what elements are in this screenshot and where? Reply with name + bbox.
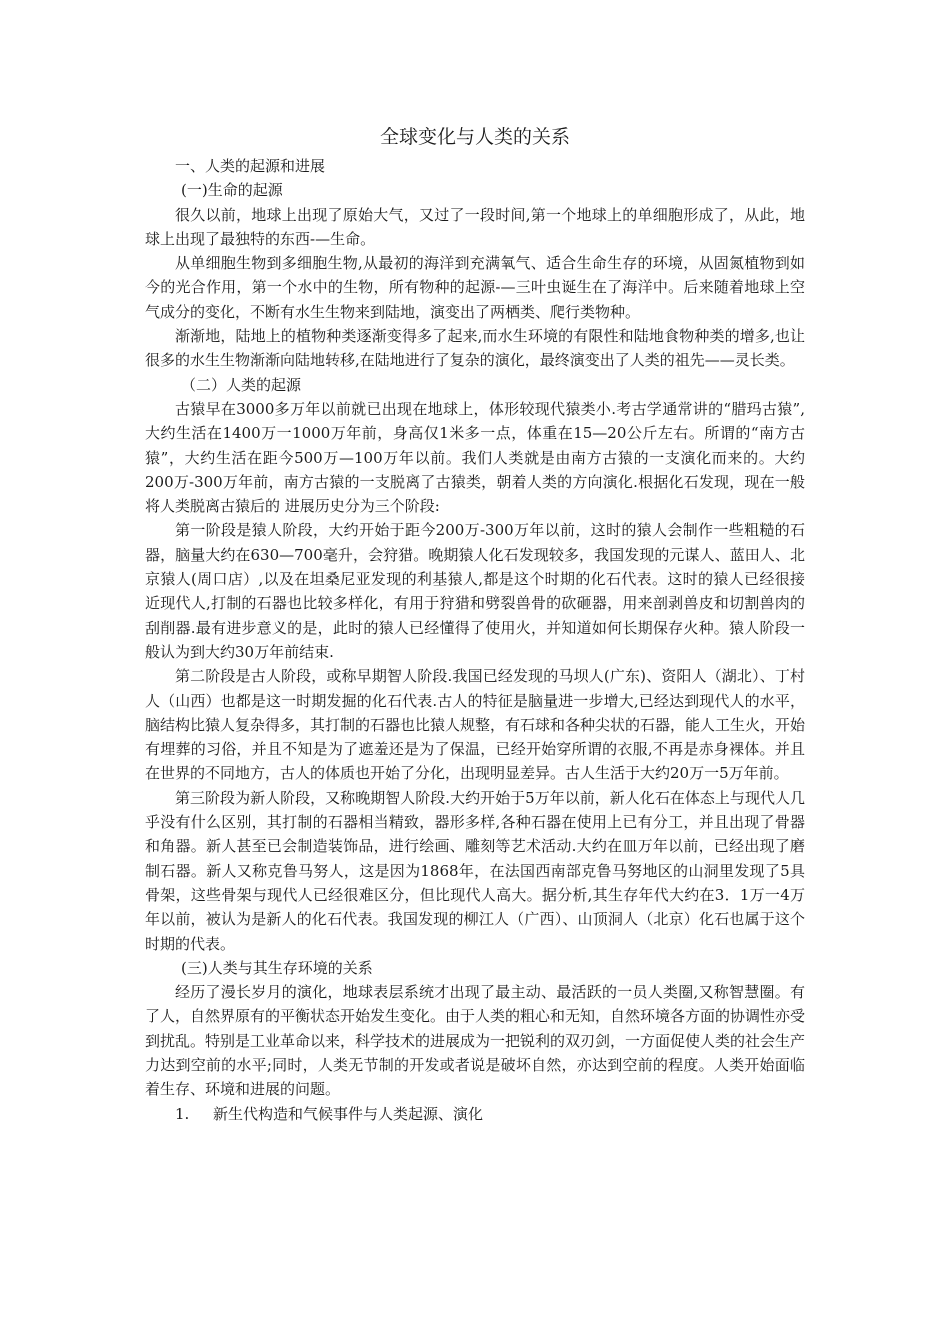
paragraph-8: 经历了漫长岁月的演化，地球表层系统才出现了最主动、最活跃的一员人类圈,又称智慧圈。有了人，自然界原有的平衡状态开始发生变化。由于人类的粗心和无知，自然环境各方面的协调性亦受到扰乱。特别是工业革命以来，科学技术的进展成为一把锐利的双刃剑，一方面促使人类的社会生产力达到空前的水平;同时，人类无节制的开发或者说是破坏自然，亦达到空前的程度。人类开始面临着生存、环境和进展的问题。 [145, 983, 806, 1099]
list-item-text: 新生代构造和气候事件与人类起源、演化 [213, 1104, 484, 1123]
paragraph-5: 第一阶段是猿人阶段，大约开始于距今200万-300万年以前，这时的猿人会制作一些粗糙的石器，脑量大约在630—700毫升，会狩猎。晚期猿人化石发现较多，我国发现的元谋人、蓝田人、北京猿人(周口店）,以及在坦桑尼亚发现的利基猿人,都是这个时期的化石代表。这时的猿人已经很接近现代人,打制的石器也比较多样化，有用于狩猎和劈裂兽骨的砍砸器，用来剖剥兽皮和切割兽肉的刮削器.最有进步意义的是，此时的猿人已经懂得了使用火，并知道如何长期保存火种。猿人阶段一般认为到大约30万年前结束. [145, 521, 805, 661]
document-page [145, 122, 805, 1126]
subheading-origin-of-life: (一)生命的起源 [181, 181, 283, 200]
paragraph-7: 第三阶段为新人阶段，又称晚期智人阶段.大约开始于5万年以前，新人化石在体态上与现代人几乎没有什么区别，其打制的石器相当精致，器形多样,各种石器在使用上已有分工，并且出现了骨器和角器。新人甚至已会制造装饰品，进行绘画、雕刻等艺术活动.大约在皿万年以前，已经出现了磨制石器。新人又称克鲁马努人，这是因为1868年，在法国西南部克鲁马努地区的山洞里发现了5具骨架，这些骨架与现代人已经很难区分，但比现代人高大。据分析,其生存年代大约在3．1万一4万年以前，被认为是新人的化石代表。我国发现的柳江人（广西）、山顶洞人（北京）化石也属于这个时期的代表。 [145, 788, 805, 953]
paragraph-1: 很久以前，地球上出现了原始大气，又过了一段时间,第一个地球上的单细胞形成了，从此，地球上出现了最独特的东西-—生命。 [145, 205, 805, 248]
subheading-humans-and-environment: (三)人类与其生存环境的关系 [181, 958, 373, 977]
subheading-origin-of-humans: （二）人类的起源 [181, 375, 302, 394]
section-heading-origin-development: 一、人类的起源和进展 [175, 157, 326, 175]
paragraph-2: 从单细胞生物到多细胞生物,从最初的海洋到充满氧气、适合生命生存的环境，从固氮植物到如今的光合作用，第一个水中的生物，所有物种的起源-—三叶虫诞生在了海洋中。后来随着地球上空气成分的变化，不断有水生生物来到陆地，演变出了两栖类、爬行类物种。 [145, 254, 805, 321]
paragraph-3: 渐渐地，陆地上的植物种类逐渐变得多了起来,而水生环境的有限性和陆地食物种类的增多,也让很多的水生生物渐渐向陆地转移,在陆地进行了复杂的演化，最终演变出了人类的祖先——灵长类。 [145, 327, 805, 370]
numbered-list-item-1 [145, 1102, 805, 1126]
paragraph-6: 第二阶段是古人阶段，或称早期智人阶段.我国已经发现的马坝人(广东)、资阳人（湖北）、丁村人（山西）也都是这一时期发掘的化石代表.古人的特征是脑量进一步增大,已经达到现代人的水平，脑结构比猿人复杂得多，其打制的石器也比猿人规整，有石球和各种尖状的石器，能人工生火，开始有埋葬的习俗，并且不知是为了遮羞还是为了保温，已经开始穿所谓的衣服,不再是赤身裸体。并且在世界的不同地方，古人的体质也开始了分化，出现明显差异。古人生活于大约20万一5万年前。 [145, 667, 806, 783]
paragraph-4: 古猿早在3000多万年以前就已出现在地球上，体形较现代猿类小.考古学通常讲的“腊玛古猿”,大约生活在1400万一1000万年前，身高仅1米多一点，体重在15—20公斤左右。所谓的“南方古猿”，大约生活在距今500万—100万年以前。我们人类就是由南方古猿的一支演化而来的。大约200万-300万年前，南方古猿的一支脱离了古猿类，朝着人类的方向演化.根据化石发现，现在一般将人类脱离古猿后的 进展历史分为三个阶段: [145, 399, 805, 516]
list-number: 1. [175, 1104, 190, 1123]
document-title: 全球变化与人类的关系 [379, 126, 570, 148]
